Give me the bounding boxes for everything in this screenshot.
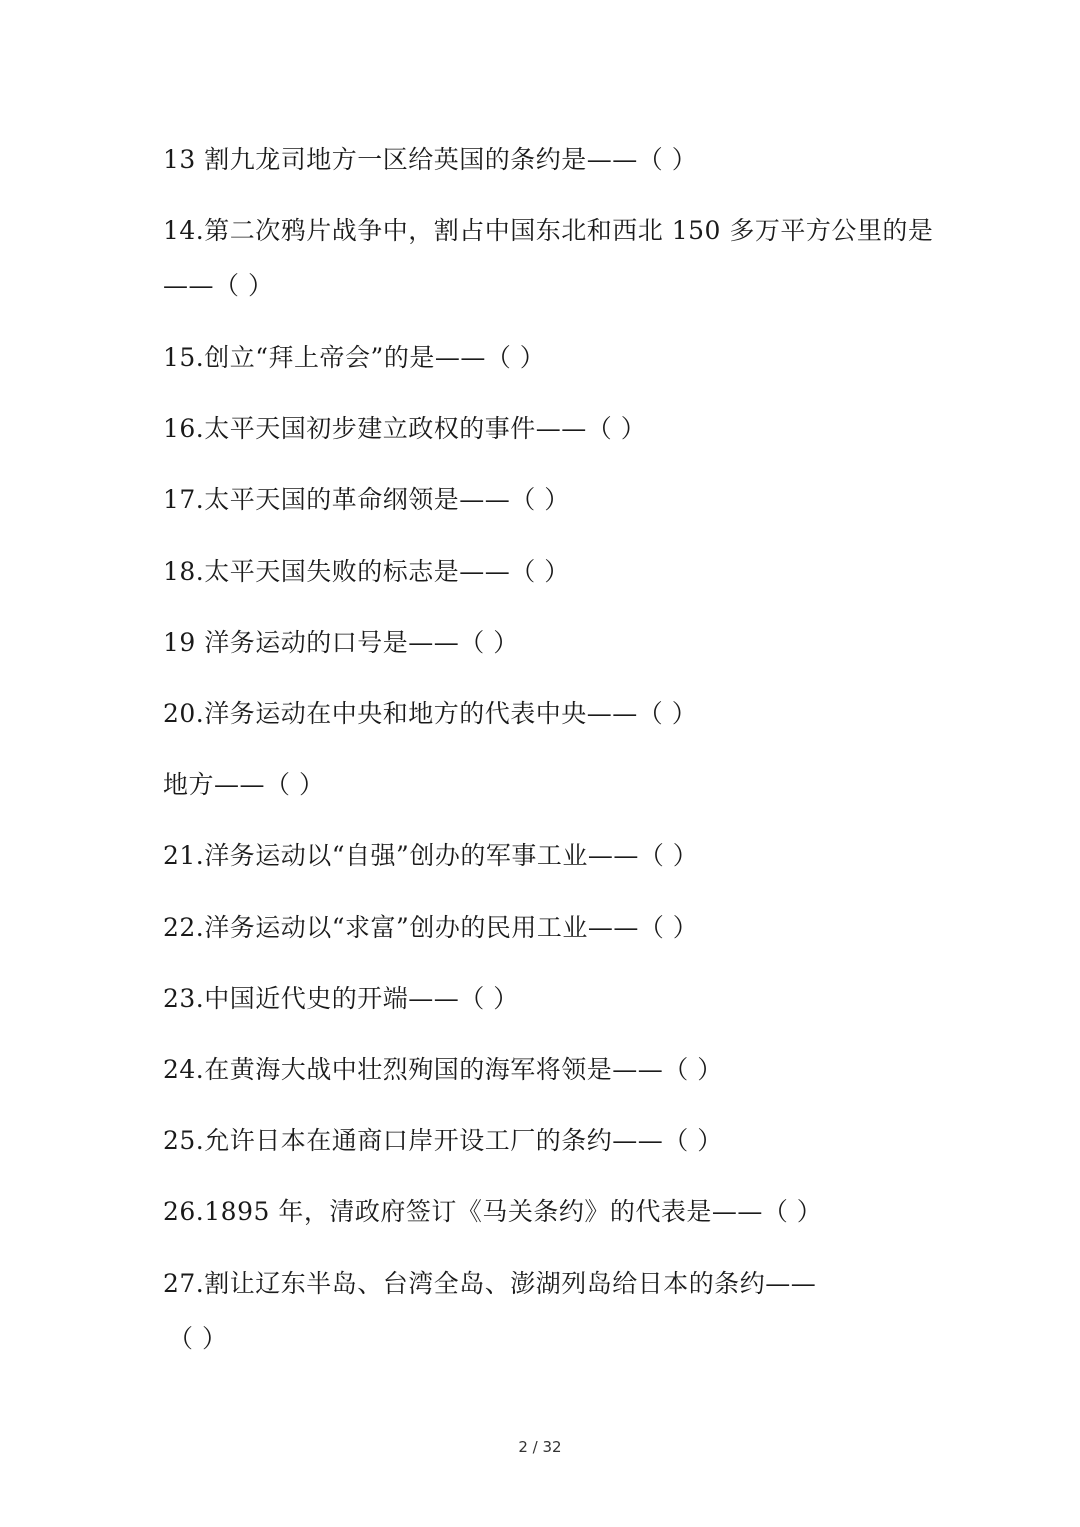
question-25: 25.允许日本在通商口岸开设工厂的条约——（ ） bbox=[163, 1126, 723, 1155]
question-14-continuation: ——（ ） bbox=[163, 271, 274, 300]
question-27: 27.割让辽东半岛、台湾全岛、澎湖列岛给日本的条约—— bbox=[163, 1269, 817, 1298]
question-16: 16.太平天国初步建立政权的事件——（ ） bbox=[163, 414, 647, 443]
question-15: 15.创立“拜上帝会”的是——（ ） bbox=[163, 343, 546, 372]
question-22: 22.洋务运动以“求富”创办的民用工业——（ ） bbox=[163, 913, 699, 942]
question-13: 13 割九龙司地方一区给英国的条约是——（ ） bbox=[163, 145, 698, 174]
question-21: 21.洋务运动以“自强”创办的军事工业——（ ） bbox=[163, 841, 699, 870]
question-26: 26.1895 年，清政府签订《马关条约》的代表是——（ ） bbox=[163, 1197, 823, 1226]
question-18: 18.太平天国失败的标志是——（ ） bbox=[163, 557, 570, 586]
question-19: 19 洋务运动的口号是——（ ） bbox=[163, 628, 519, 657]
question-27-answer-blank: （ ） bbox=[168, 1324, 228, 1353]
question-24: 24.在黄海大战中壮烈殉国的海军将领是——（ ） bbox=[163, 1055, 723, 1084]
question-20-local: 地方——（ ） bbox=[163, 770, 325, 799]
question-17: 17.太平天国的革命纲领是——（ ） bbox=[163, 485, 570, 514]
page-number: 2 / 32 bbox=[518, 1438, 562, 1456]
question-23: 23.中国近代史的开端——（ ） bbox=[163, 984, 519, 1013]
question-20: 20.洋务运动在中央和地方的代表中央——（ ） bbox=[163, 699, 698, 728]
question-14: 14.第二次鸦片战争中，割占中国东北和西北 150 多万平方公里的是 bbox=[163, 216, 934, 245]
